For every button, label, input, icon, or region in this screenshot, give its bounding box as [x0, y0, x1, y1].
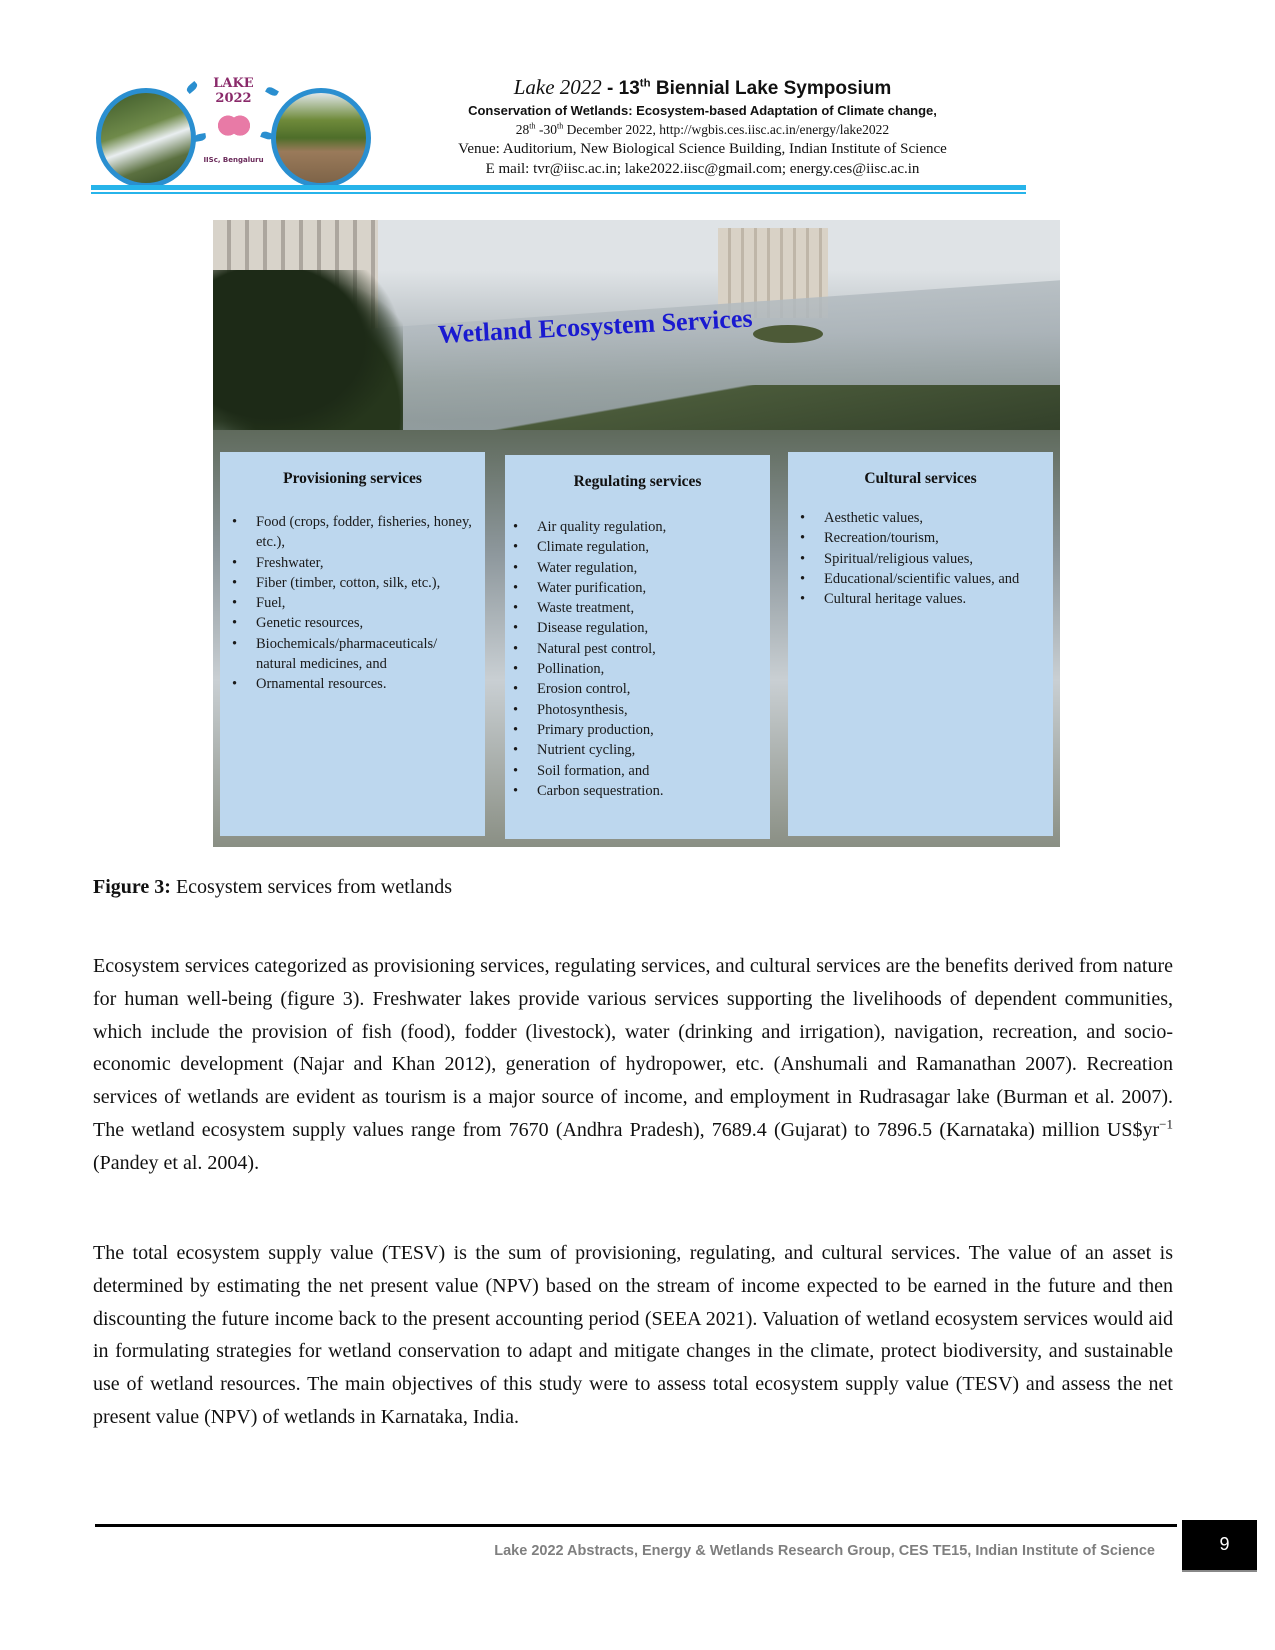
- date-url: December 2022, http://wgbis.ces.iisc.ac.in/energy/lake2022: [563, 122, 890, 137]
- figure-caption: [93, 874, 452, 900]
- cultural-services-box: [788, 452, 1053, 836]
- footer-text: Lake 2022 Abstracts, Energy & Wetlands Research Group, CES TE15, Indian Institute of Science: [494, 1543, 1155, 1559]
- provisioning-services-box: [220, 452, 485, 836]
- list-item: • Primary production,: [513, 720, 764, 740]
- list-item: • Fiber (timber, cotton, silk, etc.),: [232, 573, 479, 593]
- symposium-title: [385, 75, 1020, 101]
- title-rest: Biennial Lake Symposium: [650, 78, 892, 99]
- logo-center: [196, 74, 271, 189]
- list-item: • Pollination,: [513, 659, 764, 679]
- regulating-list: [505, 517, 770, 801]
- date-start: 28: [515, 122, 530, 137]
- box-title: Cultural services: [864, 470, 977, 487]
- list-item: • Food (crops, fodder, fisheries, honey, etc.),: [232, 512, 479, 553]
- header-rule-thin: [91, 192, 1026, 194]
- box-title: Regulating services: [573, 473, 702, 490]
- date-end-sup: th: [556, 121, 564, 131]
- symposium-dates: [385, 120, 1020, 139]
- list-item: • Fuel,: [232, 593, 479, 613]
- flamingo-icon: [214, 112, 254, 146]
- list-item: • Recreation/tourism,: [800, 528, 1047, 548]
- list-item: • Disease regulation,: [513, 618, 764, 638]
- page-number: 9: [1182, 1520, 1257, 1572]
- provisioning-list: [220, 512, 485, 695]
- figure-wetland-ecosystem-services: [213, 220, 1060, 847]
- list-item: • Spiritual/religious values,: [800, 549, 1047, 569]
- list-item: • Natural pest control,: [513, 639, 764, 659]
- footer-rule: [95, 1524, 1177, 1527]
- list-item: • Water regulation,: [513, 558, 764, 578]
- body-paragraph-2: The total ecosystem supply value (TESV) is the sum of provisioning, regulating, and cultural services. The value of an asset is determined by estimating the net present value (NPV) based on the stream of income expected to be earned in the future and then discounting the future income back to the present accounting period (SEEA 2021). Valuation of wetland ecosystem services would aid in formulating strategies for wetland conservation to adapt and mitigate changes in the climate, protect biodiversity, and sustainable use of wetland resources. The main objectives of this study were to assess total ecosystem supply value (TESV) and assess the net present value (NPV) of wetlands in Karnataka, India.: [93, 1242, 1173, 1428]
- list-item: • Biochemicals/pharmaceuticals/ natural medicines, and: [232, 634, 479, 675]
- list-item: • Genetic resources,: [232, 613, 479, 633]
- list-item: • Waste treatment,: [513, 598, 764, 618]
- symposium-email: E mail: tvr@iisc.ac.in; lake2022.iisc@gmail.com; energy.ces@iisc.ac.in: [485, 161, 920, 177]
- symposium-logo: [96, 74, 371, 189]
- list-item: • Ornamental resources.: [232, 674, 479, 694]
- waterfall-photo-circle: [96, 88, 196, 188]
- logo-title: LAKE 2022: [213, 76, 254, 106]
- date-start-sup: th: [529, 121, 536, 131]
- list-item: • Photosynthesis,: [513, 700, 764, 720]
- paragraph-text: (Pandey et al. 2004).: [93, 1151, 260, 1174]
- logo-institute: IISc, Bengaluru: [203, 156, 264, 164]
- list-item: • Carbon sequestration.: [513, 781, 764, 801]
- list-item: • Soil formation, and: [513, 761, 764, 781]
- page-header: [385, 75, 1020, 179]
- cultural-list: [788, 508, 1053, 609]
- caption-label: Figure 3:: [93, 876, 171, 898]
- date-end: -30: [535, 122, 557, 137]
- title-lake-italic: Lake 2022: [513, 75, 602, 99]
- figure-overlay-title: Wetland Ecosystem Services: [437, 303, 754, 349]
- regulating-services-box: [505, 455, 770, 839]
- island-photo: [753, 325, 823, 343]
- box-title: Provisioning services: [283, 470, 422, 487]
- symposium-venue: Venue: Auditorium, New Biological Science Building, Indian Institute of Science: [458, 141, 947, 157]
- list-item: • Cultural heritage values.: [800, 589, 1047, 609]
- list-item: • Water purification,: [513, 578, 764, 598]
- caption-text: Ecosystem services from wetlands: [170, 876, 452, 898]
- mangrove-photo-circle: [271, 88, 371, 188]
- title-sup: th: [639, 77, 651, 90]
- list-item: • Climate regulation,: [513, 537, 764, 557]
- list-item: • Aesthetic values,: [800, 508, 1047, 528]
- body-paragraph-1: [93, 950, 1173, 1180]
- superscript: −1: [1159, 1116, 1173, 1132]
- title-dash: -: [601, 78, 619, 99]
- symposium-theme: Conservation of Wetlands: Ecosystem-based Adaptation of Climate change,: [468, 103, 937, 118]
- header-rule: [91, 185, 1026, 190]
- paragraph-text: Ecosystem services categorized as provisioning services, regulating services, and cultural services are the benefits derived from nature for human well-being (figure 3). Freshwater lakes provide various services supporting the livelihoods of dependent communities, which include the provision of fish (food), fodder (livestock), water (drinking and irrigation), navigation, recreation, and socio-economic development (Najar and Khan 2012), generation of hydropower, etc. (Anshumali and Ramanathan 2007). Recreation services of wetlands are evident as tourism is a major source of income, and employment in Rudrasagar lake (Burman et al. 2007). The wetland ecosystem supply values range from 7670 (Andhra Pradesh), 7689.4 (Gujarat) to 7896.5 (Karnataka) million US$yr: [93, 955, 1173, 1141]
- list-item: • Freshwater,: [232, 553, 479, 573]
- list-item: • Educational/scientific values, and: [800, 569, 1047, 589]
- list-item: • Nutrient cycling,: [513, 740, 764, 760]
- list-item: • Erosion control,: [513, 679, 764, 699]
- list-item: • Air quality regulation,: [513, 517, 764, 537]
- title-number: 13: [618, 78, 640, 99]
